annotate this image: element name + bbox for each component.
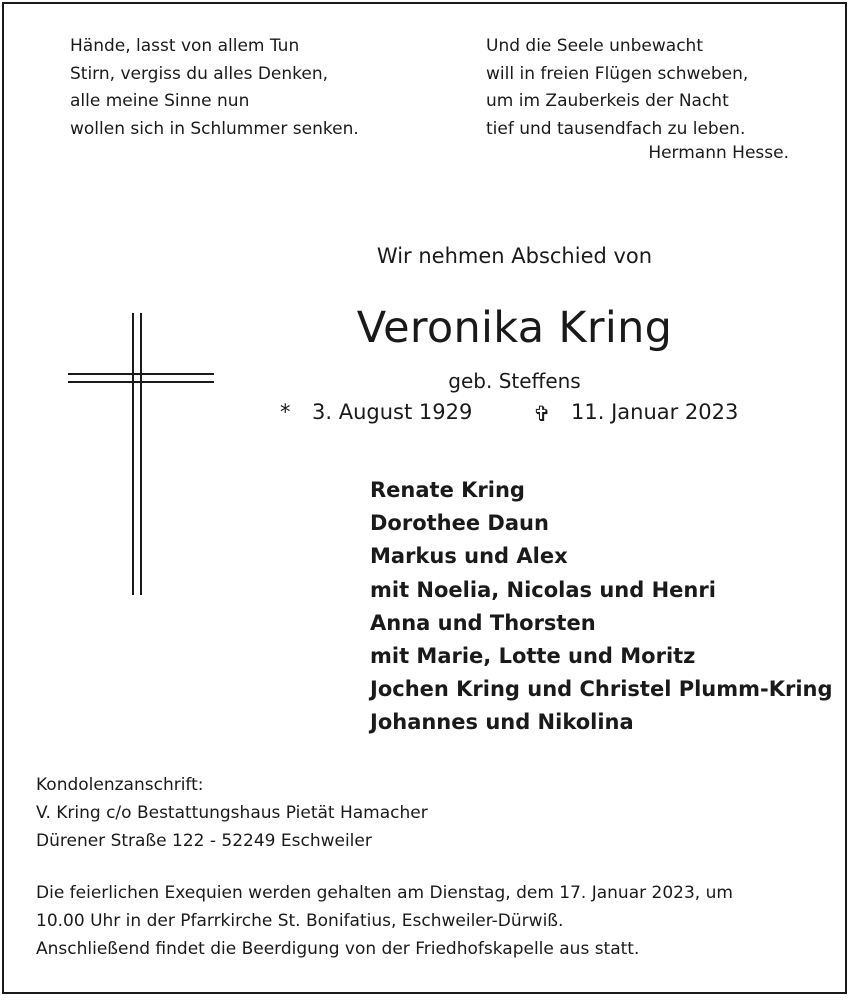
mourner-line: Anna und Thorsten [370,610,596,635]
condolence-line: Kondolenzanschrift: [36,775,204,795]
poem-line: Hände, lasst von allem Tun [70,36,300,56]
birth-date: 3. August 1929 [312,400,473,424]
poem-left-stanza [70,33,359,143]
poem-line: will in freien Flügen schweben, [486,63,749,84]
mourner-line: Markus und Alex [370,544,568,569]
deceased-name: Veronika Kring [356,303,673,353]
death-cross-icon: ✞ [533,402,551,426]
mourner-line: Johannes und Nikolina [370,710,634,735]
death-date: 11. Januar 2023 [571,400,739,424]
poem-line: Stirn, vergiss du alles Denken, [70,63,329,84]
service-line: 10.00 Uhr in der Pfarrkirche St. Bonifatius, Eschweiler-Dürwiß. [36,911,564,931]
service-line: Die feierlichen Exequien werden gehalten am Dienstag, dem 17. Januar 2023, um [36,883,733,903]
poem-line: tief und tausendfach zu leben. [486,118,746,139]
mourner-line: Dorothee Daun [370,511,549,536]
farewell-heading: Wir nehmen Abschied von [376,244,653,268]
mourner-line: Jochen Kring und Christel Plumm-Kring [370,677,833,702]
condolence-address [36,771,428,855]
mourner-line: Renate Kring [370,478,525,502]
condolence-line: Dürener Straße 122 - 52249 Eschweiler [36,831,372,851]
mourner-line: mit Marie, Lotte und Moritz [370,644,696,669]
poem-line: Und die Seele unbewacht [486,36,703,56]
poem-author: Hermann Hesse. [648,143,789,163]
poem-line: um im Zauberkeis der Nacht [486,91,729,111]
poem-line: alle meine Sinne nun [70,91,250,111]
service-details [36,879,733,963]
birth-symbol: * [280,400,291,424]
poem-right-stanza [486,33,748,143]
cross-icon [68,313,214,595]
service-line: Anschließend findet die Beerdigung von der Friedhofskapelle aus statt. [36,939,640,959]
mourner-line: mit Noelia, Nicolas und Henri [370,577,716,602]
maiden-name: geb. Steffens [448,369,581,393]
poem-line: wollen sich in Schlummer senken. [70,118,359,139]
mourners-list [370,474,833,740]
condolence-line: V. Kring c/o Bestattungshaus Pietät Hamacher [36,803,428,823]
